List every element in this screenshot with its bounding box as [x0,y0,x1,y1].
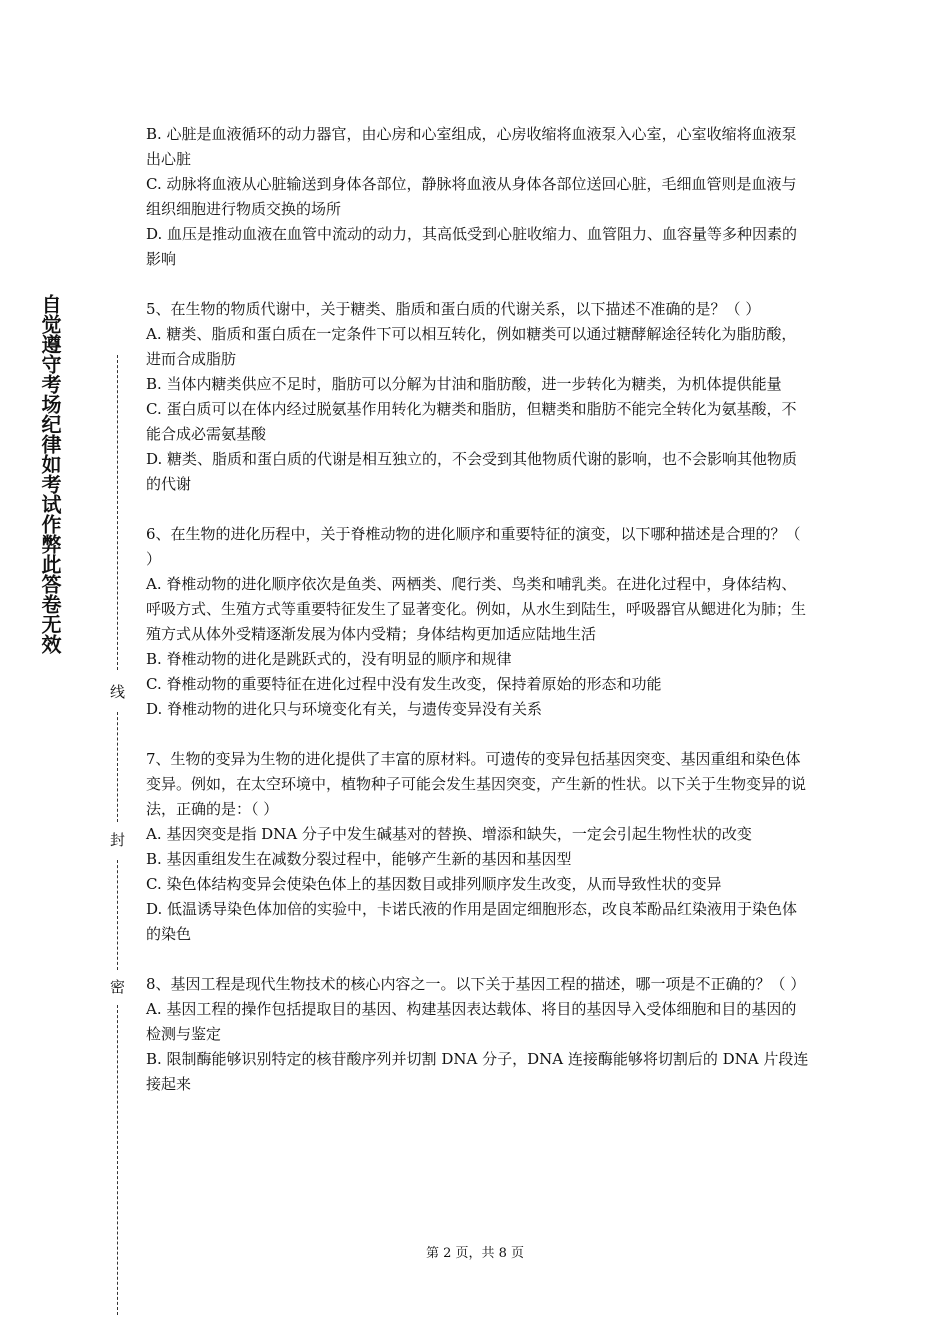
option-c: C. 动脉将血液从心脏输送到身体各部位，静脉将血液从身体各部位送回心脏，毛细血管则是血液与组织细胞进行物质交换的场所 [146,175,797,218]
question-5 [146,297,810,497]
question-4-continued [146,122,810,272]
option-a: A. 基因工程的操作包括提取目的基因、构建基因表达载体、将目的基因导入受体细胞和目的基因的检测与鉴定 [146,1000,797,1043]
seal-dashed-line-middle-1 [117,712,118,822]
question-stem: 8、基因工程是现代生物技术的核心内容之一。以下关于基因工程的描述，哪一项是不正确的？（ ） [146,975,806,993]
seal-dashed-line-upper [117,355,118,670]
option-c: C. 染色体结构变异会使染色体上的基因数目或排列顺序发生改变，从而导致性状的变异 [146,875,722,893]
question-7 [146,747,810,947]
option-c: C. 脊椎动物的重要特征在进化过程中没有发生改变，保持着原始的形态和功能 [146,675,662,693]
option-a: A. 糖类、脂质和蛋白质在一定条件下可以相互转化，例如糖类可以通过糖酵解途径转化为脂肪酸，进而合成脂肪 [146,325,797,368]
question-content [146,122,810,1122]
seal-char-line: 线 [106,680,128,702]
seal-dashed-line-middle-2 [117,860,118,970]
seal-dashed-line-lower [117,1005,118,1315]
question-stem: 7、生物的变异为生物的进化提供了丰富的原材料。可遗传的变异包括基因突变、基因重组和染色体变异。例如，在太空环境中，植物种子可能会发生基因突变，产生新的性状。以下关于生物变异的说法，正确的是：（ ） [146,750,807,818]
option-d: D. 血压是推动血液在血管中流动的动力，其高低受到心脏收缩力、血管阻力、血容量等多种因素的影响 [146,225,798,268]
question-stem: 5、在生物的物质代谢中，关于糖类、脂质和蛋白质的代谢关系，以下描述不准确的是？（ ） [146,300,761,318]
option-d: D. 糖类、脂质和蛋白质的代谢是相互独立的，不会受到其他物质代谢的影响，也不会影响其他物质的代谢 [146,450,798,493]
option-a: A. 基因突变是指 DNA 分子中发生碱基对的替换、增添和缺失，一定会引起生物性状的改变 [146,825,752,843]
seal-char-feng: 封 [106,828,128,850]
page-number: 第 2 页，共 8 页 [425,1246,525,1261]
option-b: B. 基因重组发生在减数分裂过程中，能够产生新的基因和基因型 [146,850,572,868]
option-b: B. 脊椎动物的进化是跳跃式的，没有明显的顺序和规律 [146,650,512,668]
seal-char-mi: 密 [106,975,128,997]
question-6 [146,522,810,722]
option-b: B. 限制酶能够识别特定的核苷酸序列并切割 DNA 分子，DNA 连接酶能够将切割后的 DNA 片段连接起来 [146,1050,809,1093]
option-c: C. 蛋白质可以在体内经过脱氨基作用转化为糖类和脂肪，但糖类和脂肪不能完全转化为氨基酸，不能合成必需氨基酸 [146,400,797,443]
option-d: D. 低温诱导染色体加倍的实验中，卡诺氏液的作用是固定细胞形态，改良苯酚品红染液用于染色体的染色 [146,900,798,943]
question-8 [146,972,810,1097]
option-b: B. 心脏是血液循环的动力器官，由心房和心室组成，心房收缩将血液泵入心室，心室收缩将血液泵出心脏 [146,125,797,168]
option-d: D. 脊椎动物的进化只与环境变化有关，与遗传变异没有关系 [146,700,543,718]
option-b: B. 当体内糖类供应不足时，脂肪可以分解为甘油和脂肪酸，进一步转化为糖类，为机体提供能量 [146,375,782,393]
option-a: A. 脊椎动物的进化顺序依次是鱼类、两栖类、爬行类、鸟类和哺乳类。在进化过程中，身体结构、呼吸方式、生殖方式等重要特征发生了显著变化。例如，从水生到陆生，呼吸器官从鳃进化为肺；生殖方式从体外受精逐渐发展为体内受精；身体结构更加适应陆地生活 [146,575,807,643]
question-stem: 6、在生物的进化历程中，关于脊椎动物的进化顺序和重要特征的演变，以下哪种描述是合理的？（ ） [146,525,801,568]
exam-discipline-warning: 自觉遵守考场纪律如考试作弊此答卷无效 [38,294,62,654]
